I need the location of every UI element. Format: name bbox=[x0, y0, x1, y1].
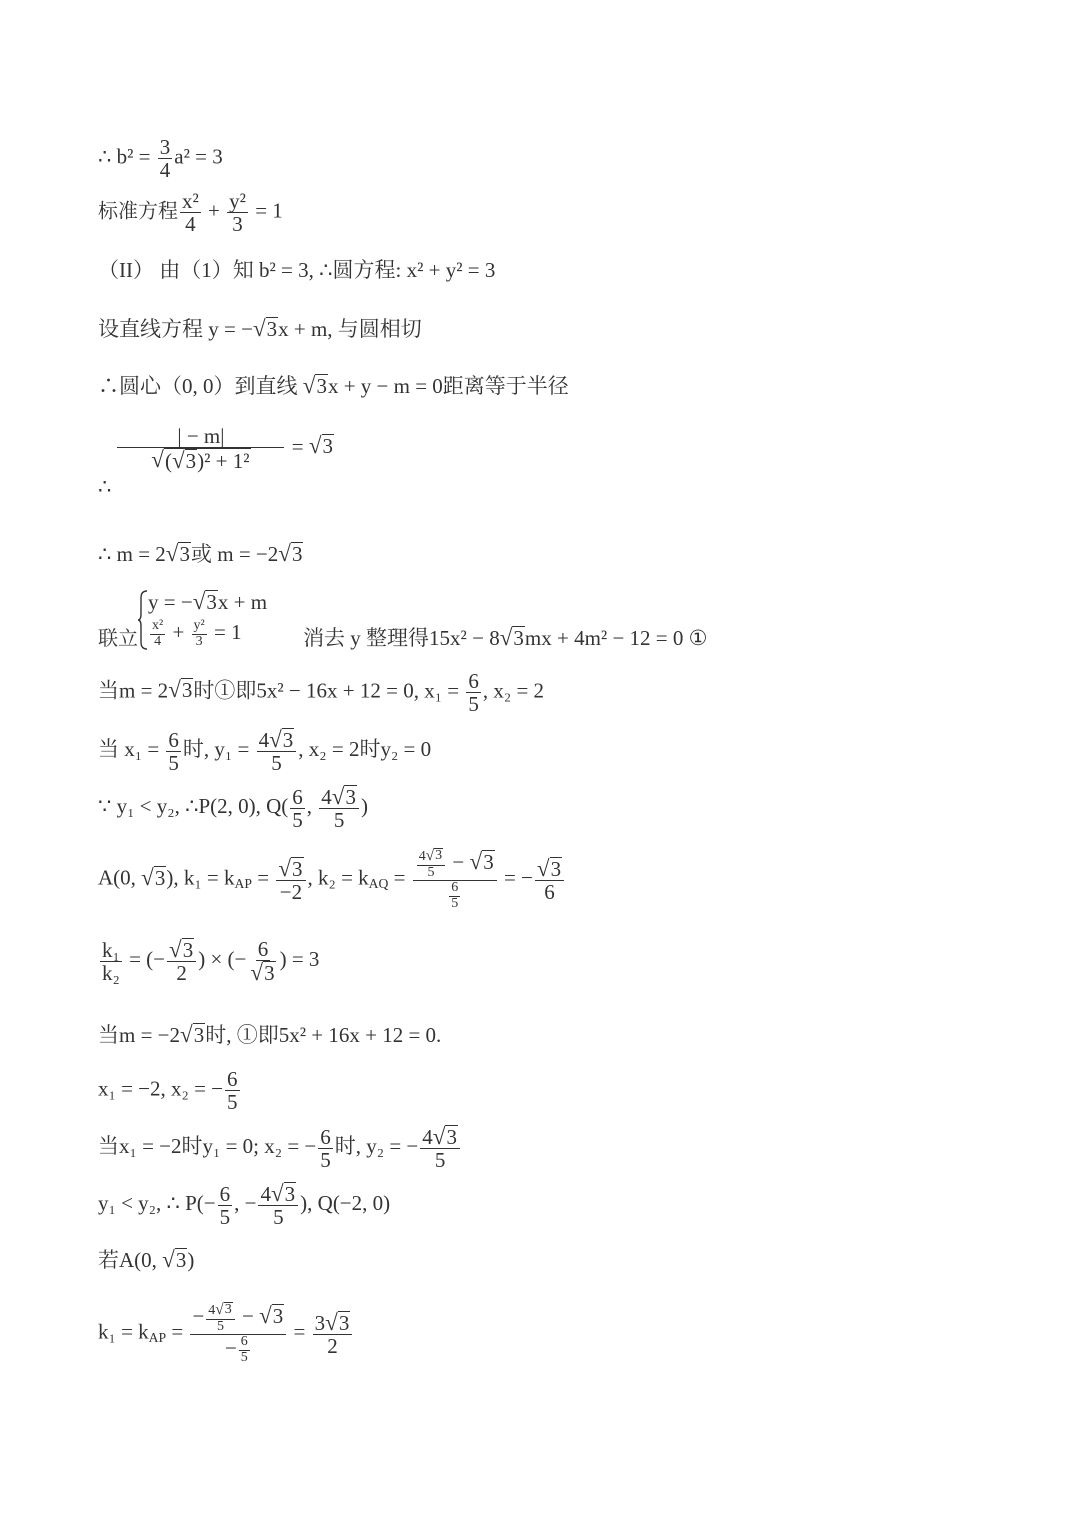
text: 当x₁ = −2时y₁ = 0; x₂ = − bbox=[98, 1133, 317, 1158]
sqrt: √ 3 bbox=[469, 848, 494, 874]
radicand: 3 bbox=[446, 1125, 457, 1149]
radicand: 3 bbox=[513, 625, 524, 650]
fraction bbox=[535, 854, 564, 904]
fraction bbox=[257, 728, 297, 774]
numerator: 6 bbox=[292, 784, 303, 809]
fraction bbox=[117, 425, 284, 472]
sqrt: √ 3 bbox=[269, 726, 294, 752]
sqrt: √ 3 bbox=[325, 1308, 350, 1335]
text: − bbox=[447, 850, 470, 874]
fraction bbox=[449, 881, 460, 911]
text: 若A(0, bbox=[98, 1248, 163, 1272]
numerator: 6 bbox=[219, 1181, 231, 1206]
fraction bbox=[276, 854, 305, 904]
numerator bbox=[258, 1182, 298, 1206]
sqrt: √ 3 bbox=[215, 1301, 232, 1318]
fraction bbox=[225, 1068, 240, 1113]
denominator: 4 bbox=[159, 158, 171, 183]
text: = bbox=[288, 1319, 311, 1344]
text: + bbox=[202, 198, 226, 223]
text: 4 bbox=[260, 1182, 271, 1206]
label: 标准方程 bbox=[98, 198, 178, 223]
denominator: −2 bbox=[279, 879, 303, 904]
radicand: 3 bbox=[185, 449, 197, 474]
fraction bbox=[190, 1302, 286, 1366]
numerator: y² bbox=[193, 618, 205, 634]
denominator: k₂ bbox=[102, 960, 120, 985]
denominator: 5 bbox=[451, 896, 459, 912]
radicand: 3 bbox=[282, 728, 294, 752]
brace-icon bbox=[138, 590, 148, 650]
line-slope-ratio bbox=[98, 938, 319, 984]
denominator: 5 bbox=[219, 1204, 231, 1229]
radicand: 3 bbox=[316, 374, 327, 398]
text: x₁ = −2, x₂ = − bbox=[98, 1076, 224, 1101]
system-rows bbox=[148, 590, 267, 649]
numerator bbox=[206, 1302, 234, 1320]
line-case-2-values bbox=[98, 1125, 462, 1171]
numerator bbox=[319, 785, 359, 809]
text: ) × (− bbox=[198, 946, 247, 971]
radicand: 3 bbox=[272, 1304, 284, 1328]
text: 4 bbox=[422, 1125, 433, 1149]
text: a² = 3 bbox=[174, 144, 223, 169]
numerator bbox=[420, 1125, 460, 1149]
radicand: 3 bbox=[338, 1310, 350, 1335]
text: ), k₁ = k bbox=[166, 865, 235, 890]
text: 时, y₁ = bbox=[182, 736, 255, 761]
numerator: 6 bbox=[168, 727, 179, 752]
numerator bbox=[313, 1308, 353, 1335]
numerator bbox=[167, 938, 196, 962]
line-circle-equation bbox=[98, 260, 495, 281]
sqrt: √ 3 bbox=[192, 588, 217, 615]
text: , bbox=[306, 793, 318, 818]
sqrt: √ 3 bbox=[308, 432, 333, 459]
text: x + m, 与圆相切 bbox=[278, 317, 422, 341]
text: ( bbox=[164, 449, 172, 474]
text: 设直线方程 y = − bbox=[98, 317, 253, 341]
fraction bbox=[420, 1125, 460, 1171]
numerator bbox=[535, 854, 564, 881]
text: ), Q(−2, 0) bbox=[300, 1190, 391, 1215]
text: x + y − m = 0距离等于半径 bbox=[327, 374, 569, 398]
text: k₁ = k bbox=[98, 1319, 149, 1344]
radicand: 3 bbox=[175, 1248, 187, 1272]
radicand: 3 bbox=[292, 856, 303, 881]
sqrt: √ 3 bbox=[171, 447, 197, 474]
fraction bbox=[290, 786, 305, 831]
fraction bbox=[318, 1126, 333, 1171]
radicand: 3 bbox=[182, 938, 194, 962]
text: 4 bbox=[418, 849, 426, 864]
line-point-a bbox=[98, 1248, 194, 1271]
sqrt: √ 3 bbox=[278, 540, 303, 566]
sqrt: √ 3 bbox=[425, 847, 443, 864]
numerator bbox=[417, 848, 445, 866]
denominator: 3 bbox=[232, 212, 243, 237]
fraction bbox=[319, 785, 359, 831]
text: 3 bbox=[314, 1310, 326, 1335]
text: , x₂ = 2 bbox=[482, 678, 545, 703]
sqrt: √ 3 bbox=[169, 936, 194, 962]
fraction bbox=[166, 729, 181, 774]
sqrt: √ 3 bbox=[536, 854, 562, 881]
sqrt: √ 3 bbox=[270, 1180, 296, 1206]
denominator: 5 bbox=[240, 1350, 248, 1366]
text: = bbox=[166, 1319, 189, 1344]
fraction bbox=[100, 939, 122, 984]
radicand: 3 bbox=[181, 678, 193, 703]
radicand: 3 bbox=[154, 865, 166, 890]
numerator: 6 bbox=[320, 1124, 331, 1149]
text: 当m = −2 bbox=[98, 1023, 181, 1047]
radicand: 3 bbox=[345, 785, 356, 809]
line-slopes bbox=[98, 848, 566, 912]
fraction bbox=[150, 619, 165, 649]
radicand: 3 bbox=[483, 850, 494, 874]
text: A(0, bbox=[98, 865, 142, 890]
system-row-1 bbox=[148, 590, 267, 613]
numerator: 6 bbox=[468, 669, 479, 693]
text: = bbox=[388, 865, 411, 890]
text: − bbox=[236, 1304, 260, 1328]
denominator: 5 bbox=[217, 1318, 225, 1334]
line-k1 bbox=[98, 1302, 354, 1366]
text: − bbox=[224, 1336, 237, 1361]
numerator bbox=[413, 848, 497, 881]
text: （II） 由（1）知 b² = 3, ∴圆方程: x² + y² = 3 bbox=[98, 258, 496, 282]
system-row-2 bbox=[148, 619, 267, 649]
radicand: 3 bbox=[284, 1182, 296, 1206]
radicand: 3 bbox=[322, 434, 333, 459]
line-m-values bbox=[98, 542, 303, 565]
sqrt: √ 3 bbox=[165, 540, 190, 566]
denominator: 4 bbox=[154, 634, 162, 650]
denominator: 2 bbox=[327, 1333, 338, 1358]
line-points-pq bbox=[98, 785, 368, 831]
line-case-2-roots bbox=[98, 1068, 242, 1113]
sqrt: √ 3 bbox=[141, 863, 166, 890]
numerator: 6 bbox=[227, 1067, 238, 1091]
fraction bbox=[227, 190, 248, 235]
line-case-1 bbox=[98, 670, 544, 715]
fraction bbox=[417, 848, 445, 880]
text: 时, ①即5x² + 16x + 12 = 0. bbox=[205, 1023, 442, 1047]
sqrt: √ 3 bbox=[252, 315, 278, 341]
fraction bbox=[248, 938, 277, 984]
text: = (− bbox=[123, 946, 166, 971]
numerator: x² bbox=[182, 189, 199, 213]
subscript: AP bbox=[234, 876, 252, 892]
denominator: 5 bbox=[320, 1147, 331, 1172]
subscript: AQ bbox=[368, 876, 389, 892]
denominator: 5 bbox=[468, 692, 479, 717]
text: 当 x₁ = bbox=[98, 736, 165, 761]
sqrt: √ 3 bbox=[432, 1123, 457, 1149]
text: , x₂ = 2时y₂ = 0 bbox=[298, 736, 432, 761]
radicand: 3 bbox=[435, 848, 443, 863]
radicand bbox=[164, 448, 251, 472]
denominator: 5 bbox=[292, 807, 303, 832]
fraction bbox=[167, 938, 196, 984]
sqrt: √ ( √ 3 )² + 1² bbox=[151, 446, 250, 474]
line-line-equation bbox=[98, 317, 422, 340]
numerator: x² bbox=[152, 618, 164, 634]
denominator: 4 bbox=[185, 212, 196, 237]
line-case-1-values bbox=[98, 728, 431, 774]
denominator: 5 bbox=[333, 808, 345, 833]
text: 时, y₂ = − bbox=[334, 1133, 419, 1158]
text: ∴ m = 2 bbox=[98, 542, 166, 566]
radicand: 3 bbox=[264, 961, 275, 986]
denominator: 5 bbox=[434, 1148, 446, 1173]
text: )² + 1² bbox=[197, 449, 250, 474]
denominator: 5 bbox=[427, 864, 435, 880]
text: ∴ b² = bbox=[98, 144, 156, 169]
fraction bbox=[158, 136, 173, 181]
radicand: 3 bbox=[266, 317, 278, 341]
text: ) bbox=[187, 1248, 195, 1272]
radicand: 3 bbox=[224, 1302, 232, 1317]
radicand: 3 bbox=[550, 856, 562, 881]
text: ) = 3 bbox=[279, 946, 320, 971]
denominator: 5 bbox=[271, 751, 282, 776]
sqrt: √ 3 bbox=[250, 959, 275, 986]
numerator bbox=[257, 728, 297, 752]
text: 当m = 2 bbox=[98, 678, 169, 703]
numerator bbox=[190, 1302, 286, 1335]
numerator: 3 bbox=[159, 135, 171, 159]
fraction bbox=[192, 619, 207, 649]
fraction bbox=[413, 848, 497, 912]
text: 消去 y 整理得15x² − 8 bbox=[303, 625, 500, 650]
text: − bbox=[192, 1304, 205, 1328]
text: + bbox=[167, 620, 190, 645]
denominator: 6 bbox=[544, 879, 555, 904]
text: x + m bbox=[217, 590, 268, 615]
text: = − bbox=[498, 865, 533, 890]
fraction bbox=[180, 190, 201, 235]
fraction bbox=[258, 1182, 298, 1228]
fraction bbox=[206, 1302, 234, 1334]
line-case-2 bbox=[98, 1023, 441, 1046]
numerator: k₁ bbox=[102, 937, 120, 962]
text: 时①即5x² − 16x + 12 = 0, x₁ = bbox=[193, 678, 465, 703]
fraction bbox=[218, 1183, 233, 1228]
text: y = − bbox=[148, 590, 193, 615]
numerator: 6 bbox=[451, 880, 459, 896]
radicand: 3 bbox=[193, 1023, 205, 1047]
text: ∵ y₁ < y₂, ∴P(2, 0), Q( bbox=[98, 793, 289, 818]
text: 4 bbox=[208, 1303, 216, 1318]
radicand: 3 bbox=[206, 590, 217, 615]
numerator: 6 bbox=[257, 937, 269, 961]
text: = 1 bbox=[208, 620, 242, 645]
fraction bbox=[466, 670, 481, 715]
denominator bbox=[445, 881, 464, 911]
denominator bbox=[223, 1335, 254, 1365]
sqrt: √ 3 bbox=[331, 783, 356, 809]
text: 4 bbox=[258, 728, 270, 752]
denominator: 3 bbox=[195, 634, 203, 650]
subscript: AP bbox=[148, 1330, 167, 1346]
fraction bbox=[239, 1335, 250, 1365]
sqrt: √ 3 bbox=[278, 854, 303, 881]
denominator: 5 bbox=[168, 750, 179, 775]
text: ) bbox=[360, 793, 368, 818]
radicand: 3 bbox=[291, 542, 303, 566]
sqrt: √ 3 bbox=[259, 1302, 284, 1328]
text: ∴圆心（0, 0）到直线 bbox=[98, 374, 303, 398]
fraction bbox=[313, 1308, 353, 1358]
radicand: 3 bbox=[179, 542, 190, 566]
numerator: 6 bbox=[240, 1334, 248, 1350]
label: 联立 bbox=[98, 625, 138, 650]
line-distance-formula bbox=[98, 425, 334, 497]
line-distance bbox=[98, 374, 569, 397]
denominator: 5 bbox=[227, 1090, 238, 1115]
text: = bbox=[286, 434, 309, 459]
text: = bbox=[251, 865, 275, 890]
sqrt: √ 3 bbox=[499, 623, 524, 650]
denominator: 2 bbox=[176, 961, 187, 986]
text: , k₂ = k bbox=[307, 865, 369, 890]
sqrt: √ 3 bbox=[162, 1246, 187, 1272]
text: y₁ < y₂, ∴ P(− bbox=[98, 1190, 216, 1215]
denominator bbox=[248, 961, 277, 984]
text: 4 bbox=[321, 785, 332, 809]
numerator: | − m| bbox=[117, 425, 284, 448]
numerator bbox=[276, 854, 305, 881]
line-b-squared bbox=[98, 136, 223, 181]
text: = 1 bbox=[249, 198, 283, 223]
text: mx + 4m² − 12 = 0 ① bbox=[524, 625, 708, 650]
line-case-2-points bbox=[98, 1182, 390, 1228]
sqrt: √ 3 bbox=[302, 372, 327, 398]
text: 或 m = −2 bbox=[190, 542, 279, 566]
sqrt: √ 3 bbox=[168, 676, 193, 703]
line-standard-equation bbox=[98, 190, 283, 235]
denominator bbox=[149, 448, 252, 472]
therefore-symbol: ∴ bbox=[98, 474, 112, 499]
line-system bbox=[98, 590, 707, 650]
numerator: y² bbox=[229, 189, 246, 213]
text: , − bbox=[234, 1190, 257, 1215]
denominator: 5 bbox=[273, 1205, 284, 1230]
sqrt: √ 3 bbox=[180, 1021, 205, 1047]
